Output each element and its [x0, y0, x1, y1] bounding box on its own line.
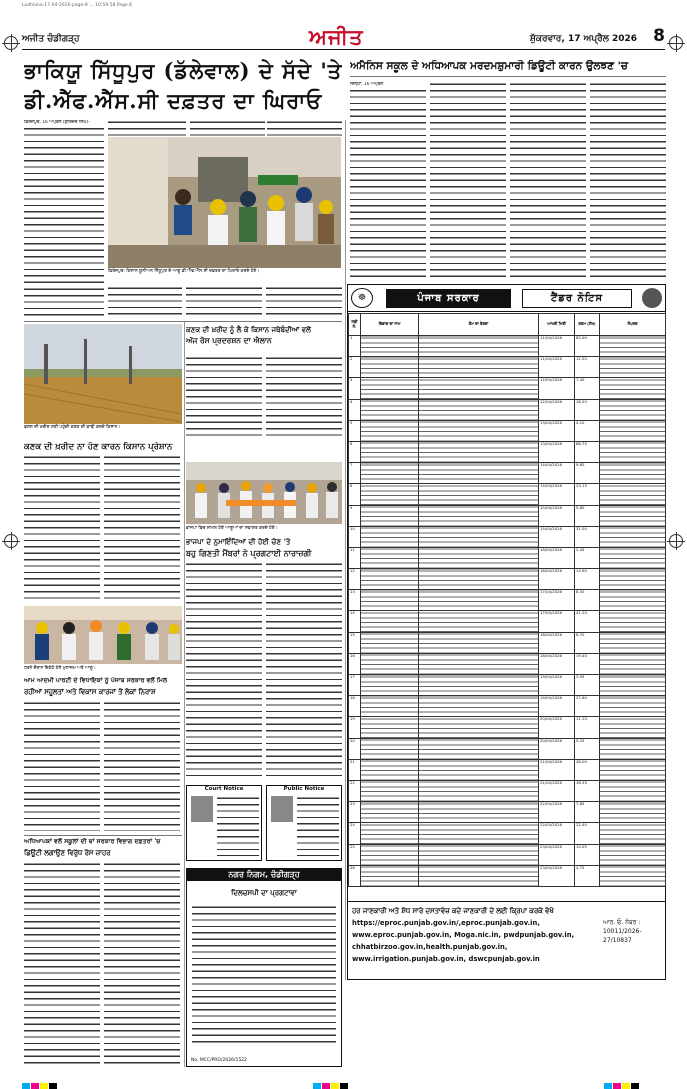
tender-cell: 6.70: [575, 632, 600, 653]
tender-cell: [361, 378, 419, 399]
divider: [24, 321, 342, 322]
tender-cell: 85.00: [575, 336, 600, 357]
tender-link[interactable]: www.eproc.punjab.gov.in, Moga.nic.in, pwdpunjab.gov.in,: [352, 931, 575, 939]
notice-body: [297, 796, 339, 856]
lead-photo-caption: ਫ਼ਿਰੋਜ਼ਪੁਰ: ਕਿਸਾਨ ਯੂਨੀਅਨ ਸਿੱਧੂਪੁਰ ਦੇ ਆਗੂ ਡੀ.ਐੱਫ.ਐੱਸ.ਸੀ ਦਫ਼ਤਰ ਦਾ ਘਿਰਾਓ ਕਰਦੇ ਹੋਏ।: [108, 269, 260, 274]
tender-cell: [600, 653, 666, 674]
masthead-logo: ਅਜੀਤ: [309, 24, 364, 49]
nagar-nigam-ad: [186, 868, 342, 1067]
tender-cell: 16.35: [575, 780, 600, 801]
tender-cell: [419, 590, 539, 611]
tender-cell: [600, 675, 666, 696]
tender-cell: 20/04/2026: [539, 717, 575, 738]
tender-cell: 19.40: [575, 653, 600, 674]
tender-cell: [361, 653, 419, 674]
tender-cell: 10: [349, 526, 361, 547]
tender-cell: [419, 865, 539, 886]
story6-kicker: ਅਧਿਆਪਕਾਂ ਵਲੋਂ ਸਕੂਲਾਂ ਦੀ ਥਾਂ ਸਰਕਾਰ ਵਿਭਾਗ ਦਫ਼ਤਰਾਂ 'ਚ: [24, 838, 161, 845]
story5-photo: [24, 606, 182, 664]
right-top-headline: ਅਮੈਨਿਸ ਸਕੂਲ ਦੇ ਅਧਿਆਪਕ ਮਰਦਮਸ਼ੁਮਾਰੀ ਡਿਊਟੀ ਕਾਰਨ ਉਲਝਣ 'ਚ: [350, 60, 628, 72]
lead-column-1: [24, 120, 104, 286]
tender-cell: 15: [349, 632, 361, 653]
tender-cell: 26: [349, 865, 361, 886]
public-notice-ad: [266, 785, 342, 861]
column-rule: [345, 120, 346, 980]
tender-cell: [361, 463, 419, 484]
tender-cell: 11/04/2026: [539, 357, 575, 378]
story2-kicker: ਕਣਕ ਦੀ ਖ਼ਰੀਦ ਨੂੰ ਲੈ ਕੇ ਕਿਸਾਨ ਜਥੇਬੰਦੀਆਂ ਵਲੋਂ: [186, 325, 311, 334]
tender-cell: [419, 675, 539, 696]
tender-cell: 48.00: [575, 759, 600, 780]
lead-photo: [108, 137, 341, 268]
tender-row: [349, 632, 666, 653]
tender-cell: 6: [349, 441, 361, 462]
tender-cell: [600, 336, 666, 357]
tender-cell: 18/04/2026: [539, 632, 575, 653]
ro-number: 10011/2026-27/10837: [603, 928, 642, 944]
tender-cell: 2: [349, 357, 361, 378]
tender-row: [349, 717, 666, 738]
tender-cell: [361, 590, 419, 611]
story2-column-2: [266, 356, 342, 436]
tender-row: [349, 823, 666, 844]
tender-cell: 27.60: [575, 696, 600, 717]
nagar-nigam-title: ਨਗਰ ਨਿਗਮ, ਚੰਡੀਗੜ੍ਹ: [187, 869, 341, 881]
tender-row: [349, 569, 666, 590]
tender-cell: [419, 420, 539, 441]
tender-table: [348, 313, 666, 887]
tender-cell: [361, 632, 419, 653]
tender-government-label: ਪੰਜਾਬ ਸਰਕਾਰ: [386, 289, 511, 308]
column-header: ਸੰਪਰਕ: [600, 314, 666, 336]
right-top-column-2: [430, 82, 506, 278]
tender-cell: [361, 357, 419, 378]
tender-cell: 22/04/2026: [539, 802, 575, 823]
tender-cell: 14/04/2026: [539, 484, 575, 505]
tender-cell: [600, 590, 666, 611]
tender-cell: [361, 844, 419, 865]
tender-row: [349, 399, 666, 420]
tender-row: [349, 420, 666, 441]
nagar-nigam-subtitle: ਦਿਲਚਸਪੀ ਦਾ ਪ੍ਰਗਟਾਵਾ: [231, 889, 297, 897]
tender-cell: [419, 505, 539, 526]
tender-header: [348, 285, 665, 312]
tender-cell: 25: [349, 844, 361, 865]
right-top-column-4: [590, 82, 666, 278]
tender-row: [349, 759, 666, 780]
tender-link[interactable]: https://eproc.punjab.gov.in/,eproc.punjab.gov.in,: [352, 919, 540, 927]
tender-cell: [600, 463, 666, 484]
tender-cell: 23.15: [575, 484, 600, 505]
tender-cell: [600, 802, 666, 823]
tender-row: [349, 865, 666, 886]
tender-row: [349, 505, 666, 526]
story5-kicker: ਆਮ ਆਦਮੀ ਪਾਰਟੀ ਦੇ ਵਿਧਾਇਕਾਂ ਨੂੰ ਪੰਜਾਬ ਸਰਕਾਰ ਵਲੋਂ ਮਿਲ: [24, 677, 168, 684]
tender-cell: 22/04/2026: [539, 823, 575, 844]
tender-cell: [419, 441, 539, 462]
column-rule: [184, 322, 185, 1067]
tender-cell: [419, 569, 539, 590]
tender-row: [349, 463, 666, 484]
tender-link[interactable]: www.irrigation.punjab.gov.in, dswcpunjab.gov.in: [352, 955, 540, 963]
story5-headline: ਰਹੀਆਂ ਸਹੂਲਤਾਂ ਅਤੇ ਵਿਕਾਸ ਕਾਰਜਾਂ ਤੋਂ ਲੋਕਾਂ ਨਿਰਾਸ਼: [24, 688, 156, 696]
punjab-emblem-icon: ☸: [351, 288, 373, 308]
page-number: 8: [653, 26, 665, 46]
tender-cell: 31.00: [575, 526, 600, 547]
tender-cell: 3: [349, 378, 361, 399]
tender-cell: 41.20: [575, 611, 600, 632]
ro-label: ਆਰ. ਓ. ਨੰਬਰ :: [603, 919, 641, 926]
tender-cell: [361, 547, 419, 568]
tender-cell: [600, 611, 666, 632]
tender-cell: [419, 357, 539, 378]
tender-cell: 20: [349, 738, 361, 759]
tender-cell: [600, 865, 666, 886]
tender-cell: 2.45: [575, 547, 600, 568]
tender-cell: [419, 653, 539, 674]
tender-cell: [600, 717, 666, 738]
tender-notice: [347, 284, 666, 980]
tender-cell: [361, 505, 419, 526]
story3-column-2: [104, 455, 180, 601]
story4-kicker: ਭਾਜਪਾ ਦੇ ਨੁਮਾਇੰਦਿਆਂ ਦੀ ਹੋਈ ਚੋਣ 'ਤੇ: [186, 537, 291, 546]
registration-mark-icon: [4, 534, 18, 548]
court-notice-title: Court Notice: [204, 786, 244, 792]
tender-row: [349, 336, 666, 357]
story3-column-1: [24, 455, 100, 601]
tender-cell: 9.80: [575, 463, 600, 484]
story4-photo: [186, 462, 342, 524]
tender-cell: [361, 696, 419, 717]
court-notice-ad: [186, 785, 262, 861]
tender-row: [349, 441, 666, 462]
lead-column-1-end: [24, 287, 104, 319]
story3-headline: ਕਣਕ ਦੀ ਖ਼ਰੀਦ ਨਾ ਹੋਣ ਕਾਰਨ ਕਿਸਾਨ ਪ੍ਰੇਸ਼ਾਨ: [24, 442, 173, 452]
tender-cell: [361, 569, 419, 590]
tender-cell: 7: [349, 463, 361, 484]
tender-cell: [600, 547, 666, 568]
right-top-column-3: [510, 82, 586, 278]
public-notice-title: Public Notice: [283, 786, 325, 792]
tender-cell: 3.95: [575, 675, 600, 696]
tender-row: [349, 484, 666, 505]
tender-cell: 19: [349, 717, 361, 738]
tender-cell: 11/04/2026: [539, 336, 575, 357]
tender-cell: [419, 844, 539, 865]
tender-cell: [419, 547, 539, 568]
tender-cell: [600, 505, 666, 526]
tender-cell: [361, 399, 419, 420]
tender-cell: [600, 844, 666, 865]
tender-cell: 5.25: [575, 738, 600, 759]
tender-cell: 13/04/2026: [539, 420, 575, 441]
tender-cell: 13/04/2026: [539, 441, 575, 462]
lead-dateline: ਫ਼ਿਰੋਜ਼ਪੁਰ, 16 ਅਪ੍ਰੈਲ (ਗੁਰਿੰਦਰ ਸਿੰਘ)-: [24, 120, 104, 126]
tender-cell: 4.10: [575, 420, 600, 441]
tender-cell: 16: [349, 653, 361, 674]
tender-row: [349, 653, 666, 674]
tender-cell: 11.10: [575, 717, 600, 738]
tender-cell: [419, 399, 539, 420]
notice-photo: [271, 796, 293, 822]
tender-cell: [600, 484, 666, 505]
tender-cell: [600, 780, 666, 801]
tender-cell: [361, 336, 419, 357]
tender-cell: [361, 484, 419, 505]
tender-cell: [600, 759, 666, 780]
page-header: [22, 24, 665, 50]
divider: [24, 835, 182, 836]
issue-date: ਸ਼ੁੱਕਰਵਾਰ, 17 ਅਪ੍ਰੈਲ 2026: [529, 34, 637, 44]
tender-cell: [361, 717, 419, 738]
column-header: ਵਿਭਾਗ ਦਾ ਨਾਮ: [361, 314, 419, 336]
notice-body: [217, 796, 259, 856]
notice-photo: [191, 796, 213, 822]
tender-footer: [348, 901, 665, 979]
tender-cell: 23: [349, 802, 361, 823]
tender-row: [349, 844, 666, 865]
story2-headline: ਅੱਜ ਰੋਸ ਪ੍ਰਦਰਸ਼ਨ ਦਾ ਐਲਾਨ: [186, 336, 272, 345]
tender-cell: 66.75: [575, 441, 600, 462]
tender-row: [349, 611, 666, 632]
tender-cell: 19/04/2026: [539, 696, 575, 717]
column-header: ਆਖਰੀ ਮਿਤੀ: [539, 314, 575, 336]
tender-cell: [419, 717, 539, 738]
tender-cell: 12/04/2026: [539, 378, 575, 399]
story4-column-2: [266, 562, 342, 780]
lead-column-2-end: [108, 286, 182, 319]
tender-cell: 24: [349, 823, 361, 844]
tender-cell: [361, 802, 419, 823]
tender-row: [349, 675, 666, 696]
column-header: ਕੰਮ ਦਾ ਵੇਰਵਾ: [419, 314, 539, 336]
tender-cell: [361, 865, 419, 886]
tender-cell: [419, 336, 539, 357]
tender-cell: 9: [349, 505, 361, 526]
tender-cell: [419, 632, 539, 653]
registration-mark-icon: [669, 534, 683, 548]
tender-cell: [419, 802, 539, 823]
print-color-bar: [22, 1074, 665, 1082]
tender-cell: [361, 441, 419, 462]
tender-cell: 23/04/2026: [539, 865, 575, 886]
tender-cell: [361, 611, 419, 632]
tender-cell: 16/04/2026: [539, 569, 575, 590]
tender-cell: 18: [349, 696, 361, 717]
tender-cell: [600, 823, 666, 844]
right-top-dateline: ਜ਼ਿਲ੍ਹਾ, 16 ਅਪ੍ਰੈਲ: [350, 82, 426, 88]
tender-row: [349, 378, 666, 399]
nagar-nigam-body: [192, 905, 336, 1045]
tender-row: [349, 357, 666, 378]
tender-footer-note: ਹਰ ਜਾਣਕਾਰੀ ਅਤੇ ਸ਼ੋਧ ਸਾਰੇ ਦਸਤਾਵੇਜ਼ ਕਦੇ ਜਾਣਕਾਰੀ ਦੇ ਲਈ ਕ੍ਰਿਪਾ ਕਰਕੇ ਵੇਖੋ: [352, 907, 554, 915]
tender-cell: 12: [349, 569, 361, 590]
tender-cell: [419, 378, 539, 399]
lead-column-3-end: [186, 286, 262, 319]
tender-cell: 21/04/2026: [539, 759, 575, 780]
tender-cell: 14/04/2026: [539, 463, 575, 484]
registration-mark-icon: [669, 36, 683, 50]
story2-column-1: [186, 356, 262, 436]
story6-headline: ਡਿਊਟੀ ਲਗਾਉਣ ਵਿਰੁੱਧ ਰੋਸ ਜ਼ਾਹਰ: [24, 849, 111, 857]
lead-headline-line1: ਭਾਕਿਯੂ ਸਿੱਧੂਪੁਰ (ਡੱਲੇਵਾਲ) ਦੇ ਸੱਦੇ 'ਤੇ: [24, 58, 343, 83]
tender-cell: [419, 780, 539, 801]
story2-photo-caption: ਫ਼ਸਲ ਦੀ ਖ਼ਰੀਦ ਲਈ ਪਹੁੰਚੀ ਕਣਕ ਦੀ ਵਾਢੀ ਕਰਦੇ ਕਿਸਾਨ।: [24, 425, 121, 430]
tender-cell: 11: [349, 547, 361, 568]
tender-cell: [600, 738, 666, 759]
tender-cell: 8.30: [575, 590, 600, 611]
tender-cell: 4.75: [575, 865, 600, 886]
tender-cell: 16/04/2026: [539, 547, 575, 568]
right-top-column-1: [350, 82, 426, 278]
tender-cell: 14: [349, 611, 361, 632]
tender-cell: [419, 738, 539, 759]
tender-cell: 7.85: [575, 802, 600, 823]
print-slug: Ludhiana-17-04-2026-page-8 … 10:59:58 Page 8: [22, 3, 132, 8]
story5-column-1: [24, 701, 100, 831]
tender-cell: 10.05: [575, 844, 600, 865]
tender-cell: [361, 823, 419, 844]
tender-cell: 21/04/2026: [539, 780, 575, 801]
seal-icon: [642, 288, 662, 308]
tender-link[interactable]: chhatbirzoo.gov.in,health.punjab.gov.in,: [352, 943, 508, 951]
tender-cell: [419, 759, 539, 780]
tender-row: [349, 547, 666, 568]
tender-cell: [600, 441, 666, 462]
tender-cell: [600, 357, 666, 378]
tender-cell: [600, 696, 666, 717]
tender-cell: [361, 675, 419, 696]
story4-photo-caption: ਭਾਜਪਾ ਵਿਚ ਸ਼ਾਮਲ ਹੋਏ ਆਗੂਆਂ ਦਾ ਸਵਾਗਤ ਕਰਦੇ ਹੋਏ।: [186, 526, 278, 531]
tender-cell: 7.40: [575, 378, 600, 399]
story4-column-1: [186, 562, 262, 780]
tender-cell: 8: [349, 484, 361, 505]
tender-cell: [600, 632, 666, 653]
story5-photo-caption: ਧਰਨੇ ਦੌਰਾਨ ਇਕੱਠੇ ਹੋਏ ਮੁਲਾਜ਼ਮ ਅਤੇ ਆਗੂ।: [24, 666, 96, 671]
tender-cell: [419, 526, 539, 547]
tender-cell: 15/04/2026: [539, 526, 575, 547]
tender-row: [349, 526, 666, 547]
tender-row: [349, 696, 666, 717]
column-header: ਰਕਮ (ਲੱਖ): [575, 314, 600, 336]
tender-cell: 19/04/2026: [539, 675, 575, 696]
story2-photo: [24, 324, 182, 424]
tender-row: [349, 590, 666, 611]
tender-cell: 17/04/2026: [539, 590, 575, 611]
tender-cell: 4: [349, 399, 361, 420]
lead-headline-line2: ਡੀ.ਐੱਫ.ਐੱਸ.ਸੀ ਦਫ਼ਤਰ ਦਾ ਘਿਰਾਓ: [24, 88, 323, 113]
tender-cell: 15/04/2026: [539, 505, 575, 526]
tender-row: [349, 780, 666, 801]
edition-label: ਅਜੀਤ ਚੰਡੀਗੜ੍ਹ: [22, 34, 80, 44]
tender-cell: 12.50: [575, 357, 600, 378]
tender-cell: 12/04/2026: [539, 399, 575, 420]
registration-mark-icon: [4, 36, 18, 50]
tender-table-header: [349, 314, 666, 336]
tender-cell: [419, 611, 539, 632]
tender-cell: [600, 378, 666, 399]
story5-column-2: [104, 701, 180, 831]
tender-cell: [419, 696, 539, 717]
tender-cell: [361, 526, 419, 547]
tender-cell: 18/04/2026: [539, 653, 575, 674]
tender-cell: [600, 420, 666, 441]
tender-cell: [419, 463, 539, 484]
tender-cell: 18.20: [575, 399, 600, 420]
tender-cell: [361, 780, 419, 801]
tender-cell: [419, 484, 539, 505]
tender-cell: 22.40: [575, 823, 600, 844]
story6-column-2: [104, 862, 180, 1067]
tender-cell: 5: [349, 420, 361, 441]
tender-cell: 5.60: [575, 505, 600, 526]
tender-cell: 22: [349, 780, 361, 801]
tender-cell: 23/04/2026: [539, 844, 575, 865]
story4-headline: ਬਹੁ ਗਿਣਤੀ ਮੈਂਬਰਾਂ ਨੇ ਪ੍ਰਗਟਾਈ ਨਾਰਾਜ਼ਗੀ: [186, 548, 312, 558]
tender-cell: [600, 569, 666, 590]
nagar-nigam-ref: No. MCC/PRO/2026/1522: [191, 1058, 247, 1063]
ro-number-block: [603, 918, 661, 945]
lead-column-2-top: [108, 120, 186, 136]
tender-cell: [600, 399, 666, 420]
tender-row: [349, 738, 666, 759]
lead-column-4-top: [267, 120, 342, 136]
tender-cell: [361, 420, 419, 441]
tender-notice-label: ਟੈਂਡਰ ਨੋਟਿਸ: [522, 289, 632, 308]
tender-cell: 21: [349, 759, 361, 780]
tender-cell: 17/04/2026: [539, 611, 575, 632]
story6-column-1: [24, 862, 100, 1067]
lead-column-4-end: [266, 286, 342, 319]
tender-cell: 17: [349, 675, 361, 696]
divider: [350, 76, 666, 77]
tender-cell: 13: [349, 590, 361, 611]
tender-cell: 14.90: [575, 569, 600, 590]
tender-cell: [361, 759, 419, 780]
lead-column-3-top: [190, 120, 265, 136]
tender-cell: [600, 526, 666, 547]
tender-row: [349, 802, 666, 823]
tender-cell: 20/04/2026: [539, 738, 575, 759]
tender-cell: [361, 738, 419, 759]
tender-cell: [419, 823, 539, 844]
tender-cell: 1: [349, 336, 361, 357]
column-header: ਲੜੀ ਨੰ.: [349, 314, 361, 336]
